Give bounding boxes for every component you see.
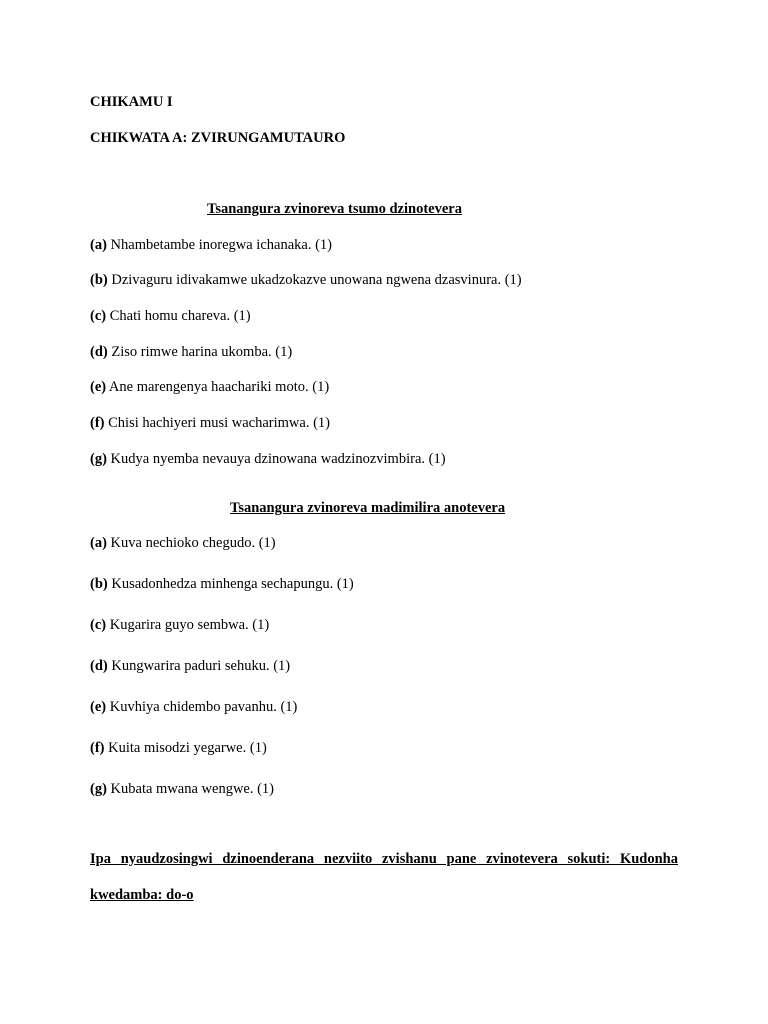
item-label: (e) <box>90 699 107 715</box>
instruction-line-1: Ipa nyaudzosingwi dzinoenderana nezviito zvishanu pane zvinotevera sokuti: Kudonha <box>90 851 678 867</box>
item-text: Nhambetambe inoregwa ichanaka. (1) <box>110 237 332 253</box>
list-item <box>90 698 297 716</box>
list-item <box>90 414 330 432</box>
item-label: (g) <box>90 781 107 797</box>
list-item <box>90 575 354 593</box>
item-text: Kugarira guyo sembwa. (1) <box>109 617 270 633</box>
item-label: (b) <box>90 576 108 592</box>
item-text: Kubata mwana wengwe. (1) <box>110 781 275 797</box>
item-text: Ane marengenya haachariki moto. (1) <box>108 379 330 395</box>
item-label: (c) <box>90 308 107 324</box>
list-item <box>90 534 276 552</box>
item-text: Chati homu chareva. (1) <box>109 308 251 324</box>
subsection-title: CHIKWATA A: ZVIRUNGAMUTAURO <box>90 130 346 146</box>
item-label: (f) <box>90 415 105 431</box>
list-item <box>90 780 274 798</box>
item-label: (g) <box>90 451 107 467</box>
list-item <box>90 307 251 325</box>
item-text: Ziso rimwe harina ukomba. (1) <box>111 344 293 360</box>
item-text: Kuva nechioko chegudo. (1) <box>110 535 276 551</box>
list-item <box>90 739 267 757</box>
list-item <box>90 657 290 675</box>
item-text: Kuita misodzi yegarwe. (1) <box>108 740 267 756</box>
section-title: CHIKAMU I <box>90 94 173 110</box>
list-item <box>90 271 522 289</box>
item-label: (a) <box>90 237 107 253</box>
instruction-line-2: kwedamba: do-o <box>90 887 194 903</box>
list-item <box>90 450 446 468</box>
item-text: Kungwarira paduri sehuku. (1) <box>111 658 291 674</box>
item-text: Dzivaguru idivakamwe ukadzokazve unowana ngwena dzasvinura. (1) <box>111 272 522 288</box>
item-label: (b) <box>90 272 108 288</box>
item-label: (e) <box>90 379 107 395</box>
part1-heading: Tsanangura zvinoreva tsumo dzinotevera <box>207 201 462 217</box>
item-label: (d) <box>90 344 108 360</box>
part2-heading: Tsanangura zvinoreva madimilira anotevera <box>230 500 506 516</box>
item-label: (d) <box>90 658 108 674</box>
item-label: (c) <box>90 617 107 633</box>
item-text: Kuvhiya chidembo pavanhu. (1) <box>109 699 298 715</box>
list-item <box>90 236 332 254</box>
item-text: Kusadonhedza minhenga sechapungu. (1) <box>111 576 354 592</box>
list-item <box>90 343 292 361</box>
item-text: Chisi hachiyeri musi wacharimwa. (1) <box>108 415 330 431</box>
item-label: (a) <box>90 535 107 551</box>
list-item <box>90 616 269 634</box>
list-item <box>90 378 329 396</box>
item-label: (f) <box>90 740 105 756</box>
item-text: Kudya nyemba nevauya dzinowana wadzinozvimbira. (1) <box>110 451 446 467</box>
